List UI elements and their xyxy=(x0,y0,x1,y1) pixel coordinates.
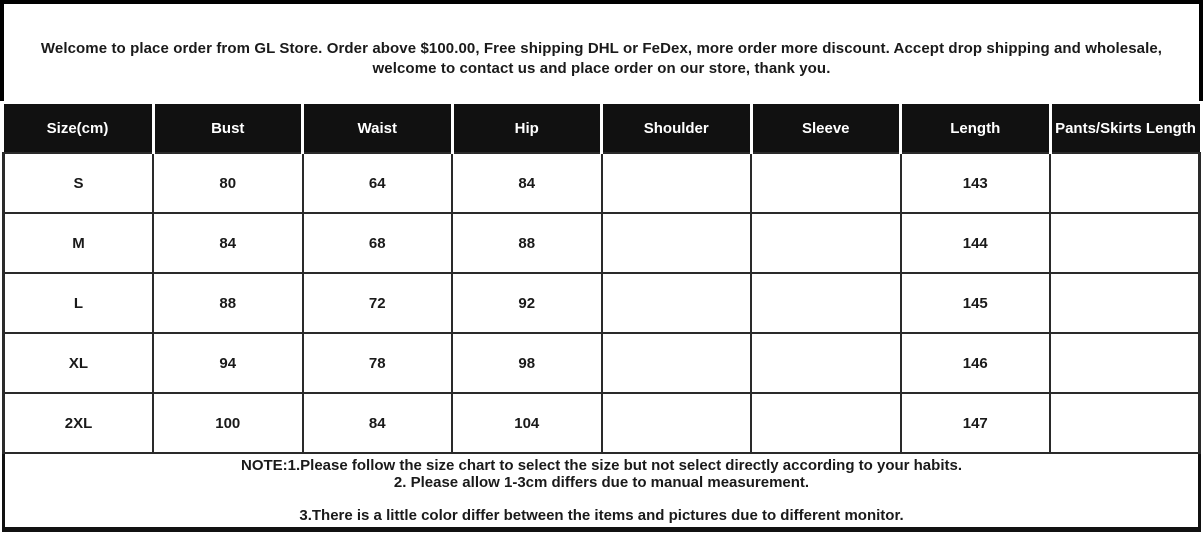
size-cell: 2XL xyxy=(4,393,154,453)
welcome-message-line-1: Welcome to place order from GL Store. Order above $100.00, Free shipping DHL or FeDex, more order more discount. Accept drop shipping and wholesale, xyxy=(40,40,1163,57)
size-chart xyxy=(2,104,1201,454)
measurement-cell: 100 xyxy=(153,393,303,453)
measurement-cell: 88 xyxy=(452,213,602,273)
size-table xyxy=(2,104,1201,454)
size-table-header-row xyxy=(4,104,1200,153)
store-welcome-banner xyxy=(0,0,1203,101)
measurement-cell: 147 xyxy=(901,393,1051,453)
measurement-cell xyxy=(751,333,901,393)
measurement-cell xyxy=(1050,153,1200,213)
size-cell: S xyxy=(4,153,154,213)
table-row xyxy=(4,333,1200,393)
column-header-length: Length xyxy=(901,104,1051,153)
table-row xyxy=(4,273,1200,333)
column-header-size-cm: Size(cm) xyxy=(4,104,154,153)
measurement-cell: 143 xyxy=(901,153,1051,213)
measurement-cell: 145 xyxy=(901,273,1051,333)
measurement-cell xyxy=(602,393,752,453)
measurement-cell xyxy=(1050,393,1200,453)
measurement-cell xyxy=(751,153,901,213)
measurement-cell xyxy=(602,333,752,393)
measurement-cell: 144 xyxy=(901,213,1051,273)
measurement-cell xyxy=(1050,213,1200,273)
notes-box xyxy=(2,454,1201,532)
measurement-cell: 146 xyxy=(901,333,1051,393)
table-row xyxy=(4,213,1200,273)
measurement-cell xyxy=(602,273,752,333)
measurement-cell xyxy=(1050,273,1200,333)
column-header-bust: Bust xyxy=(153,104,303,153)
table-row xyxy=(4,153,1200,213)
column-header-pants-skirts-length: Pants/Skirts Length xyxy=(1050,104,1200,153)
measurement-cell xyxy=(751,393,901,453)
note-line-1: NOTE:1.Please follow the size chart to select the size but not select directly according to your habits. xyxy=(240,457,962,474)
measurement-cell xyxy=(751,273,901,333)
measurement-cell: 84 xyxy=(153,213,303,273)
column-header-shoulder: Shoulder xyxy=(602,104,752,153)
measurement-cell: 68 xyxy=(303,213,453,273)
measurement-cell xyxy=(751,213,901,273)
size-table-body xyxy=(4,153,1200,453)
measurement-cell: 80 xyxy=(153,153,303,213)
measurement-cell: 84 xyxy=(303,393,453,453)
measurement-cell: 94 xyxy=(153,333,303,393)
note-line-3: 3.There is a little color differ between the items and pictures due to different monitor. xyxy=(299,507,904,524)
measurement-cell: 64 xyxy=(303,153,453,213)
measurement-cell: 92 xyxy=(452,273,602,333)
size-cell: L xyxy=(4,273,154,333)
measurement-cell: 104 xyxy=(452,393,602,453)
measurement-cell xyxy=(1050,333,1200,393)
measurement-cell: 84 xyxy=(452,153,602,213)
measurement-cell: 98 xyxy=(452,333,602,393)
table-row xyxy=(4,393,1200,453)
measurement-cell: 78 xyxy=(303,333,453,393)
measurement-cell xyxy=(602,153,752,213)
size-cell: M xyxy=(4,213,154,273)
column-header-sleeve: Sleeve xyxy=(751,104,901,153)
column-header-waist: Waist xyxy=(303,104,453,153)
size-cell: XL xyxy=(4,333,154,393)
measurement-cell: 88 xyxy=(153,273,303,333)
measurement-cell: 72 xyxy=(303,273,453,333)
note-line-2: 2. Please allow 1-3cm differs due to manual measurement. xyxy=(393,474,810,491)
welcome-message-line-2: welcome to contact us and place order on our store, thank you. xyxy=(372,60,831,77)
column-header-hip: Hip xyxy=(452,104,602,153)
measurement-cell xyxy=(602,213,752,273)
